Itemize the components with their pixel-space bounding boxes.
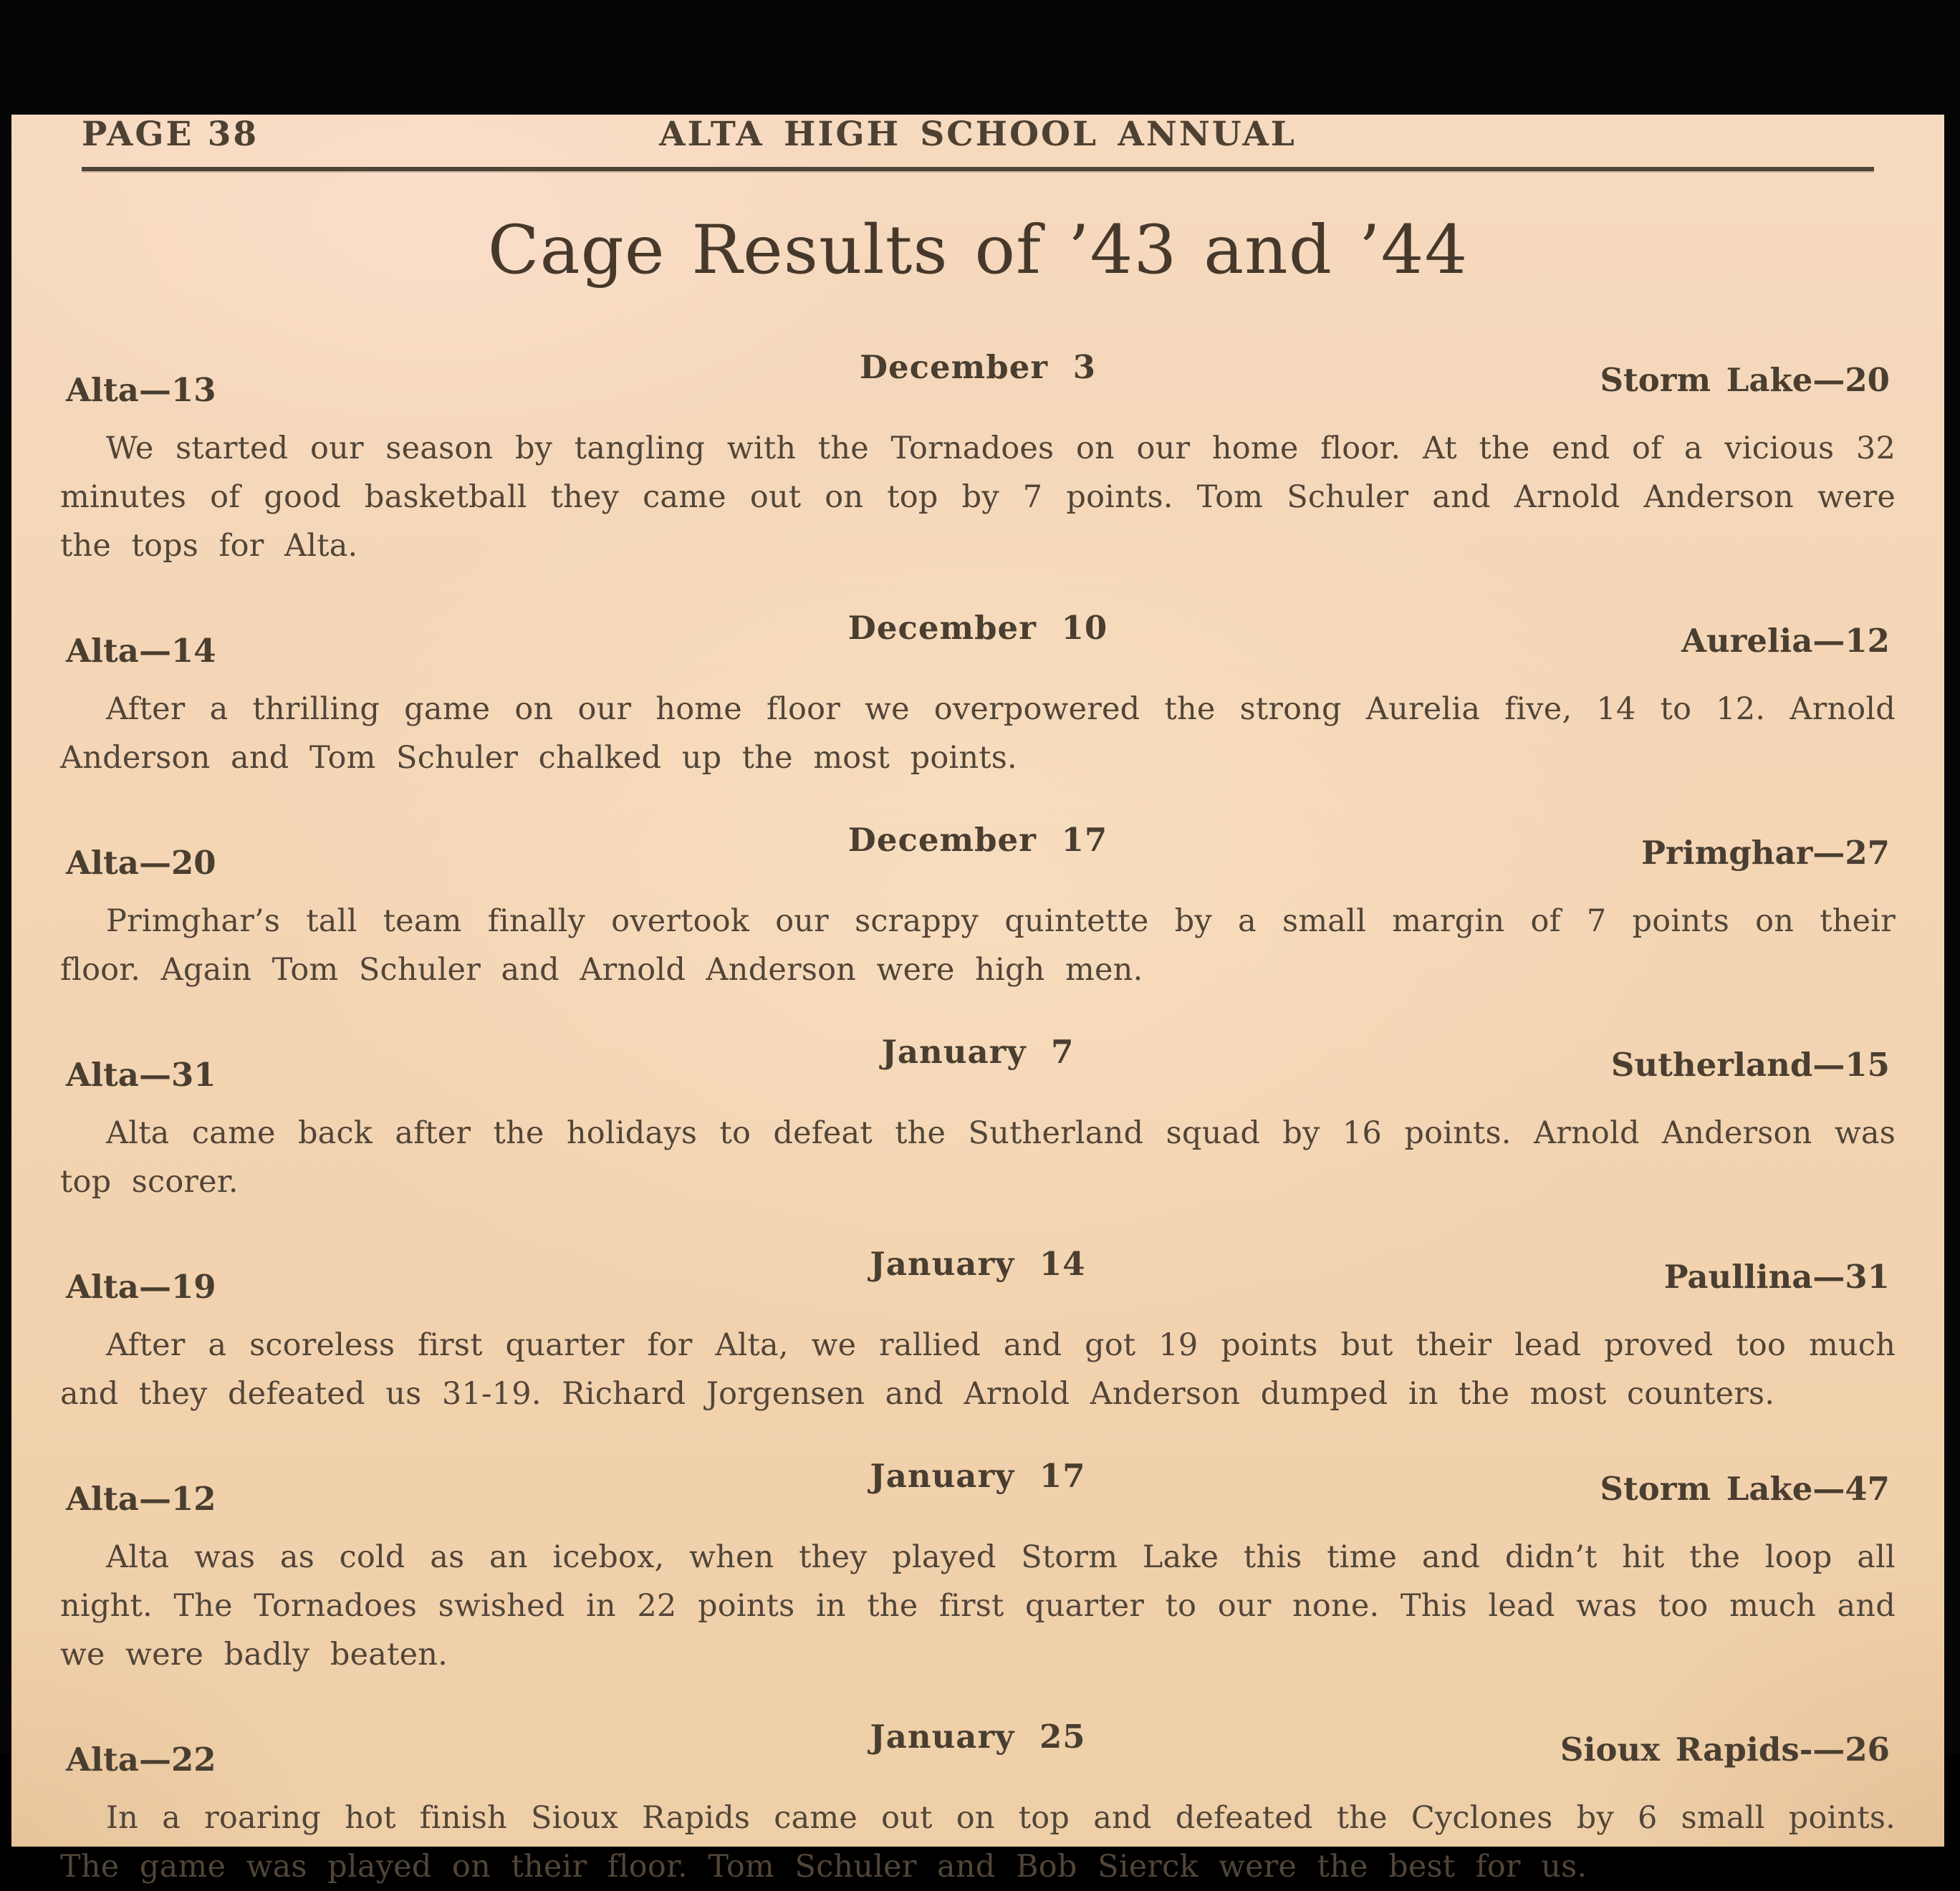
opponent-score: Aurelia—12 xyxy=(1681,622,1890,660)
game-summary: Alta came back after the holidays to defeat the Sutherland squad by 16 points. Arnold Anderson was top scorer. xyxy=(60,1115,1896,1200)
opponent-score: Storm Lake—47 xyxy=(1600,1470,1890,1508)
home-score: Alta—22 xyxy=(66,1741,216,1779)
score-row xyxy=(60,348,1896,409)
page-number: PAGE 38 xyxy=(82,115,259,154)
game-section xyxy=(60,609,1896,782)
home-score: Alta—19 xyxy=(66,1268,216,1306)
home-score: Alta—20 xyxy=(66,844,216,882)
opponent-score: Paullina—31 xyxy=(1663,1258,1890,1296)
score-row xyxy=(60,1033,1896,1094)
game-summary: After a scoreless first quarter for Alta, we rallied and got 19 points but their lead proved too much and they defeated us 31-19. Richard Jorgensen and Arnold Anderson dumped in the most counters. xyxy=(60,1327,1896,1412)
game-section xyxy=(60,821,1896,994)
game-section xyxy=(60,1457,1896,1679)
page-title: Cage Results of ’43 and ’44 xyxy=(487,211,1469,289)
game-date: December 17 xyxy=(847,821,1108,859)
game-summary: Alta was as cold as an icebox, when they played Storm Lake this time and didn’t hit the loop all night. The Tornadoes swished in 22 points in the first quarter to our none. This lead was too much and we were badly beaten. xyxy=(60,1539,1896,1673)
game-date: January 7 xyxy=(881,1033,1075,1071)
header-title: ALTA HIGH SCHOOL ANNUAL xyxy=(659,115,1297,154)
game-section xyxy=(60,348,1896,570)
opponent-score: Sutherland—15 xyxy=(1610,1046,1890,1084)
game-summary: After a thrilling game on our home floor we overpowered the strong Aurelia five, 14 to 12. Arnold Anderson and Tom Schuler chalked up the most points. xyxy=(60,691,1896,776)
game-summary: Primghar’s tall team finally overtook our scrappy quintette by a small margin of 7 points on their floor. Again Tom Schuler and Arnold Anderson were high men. xyxy=(60,903,1896,988)
game-date: January 17 xyxy=(870,1457,1086,1495)
score-row xyxy=(60,1457,1896,1518)
game-date: January 25 xyxy=(870,1718,1086,1756)
game-summary: We started our season by tangling with the Tornadoes on our home floor. At the end of a vicious 32 minutes of good basketball they came out on top by 7 points. Tom Schuler and Arnold Anderson were the tops for Alta. xyxy=(60,430,1896,564)
games-list xyxy=(60,348,1896,1891)
score-row xyxy=(60,1718,1896,1779)
score-row xyxy=(60,609,1896,670)
game-date: December 3 xyxy=(859,348,1097,386)
game-date: December 10 xyxy=(847,609,1108,647)
game-section xyxy=(60,1033,1896,1206)
game-summary: In a roaring hot finish Sioux Rapids came out on top and defeated the Cyclones by 6 small points. The game was played on their floor. Tom Schuler and Bob Sierck were the best for us. xyxy=(60,1800,1896,1885)
score-row xyxy=(60,1245,1896,1306)
game-date: January 14 xyxy=(870,1245,1086,1283)
home-score: Alta—12 xyxy=(66,1480,216,1518)
header-rule xyxy=(82,167,1874,171)
page-header xyxy=(82,115,1874,154)
score-row xyxy=(60,821,1896,882)
opponent-score: Storm Lake—20 xyxy=(1600,361,1890,399)
game-section xyxy=(60,1718,1896,1891)
opponent-score: Primghar—27 xyxy=(1641,834,1890,872)
yearbook-page xyxy=(11,115,1944,1885)
game-section xyxy=(60,1245,1896,1418)
home-score: Alta—31 xyxy=(66,1056,216,1094)
opponent-score: Sioux Rapids-—26 xyxy=(1560,1731,1890,1769)
home-score: Alta—13 xyxy=(66,371,216,409)
home-score: Alta—14 xyxy=(66,632,216,670)
